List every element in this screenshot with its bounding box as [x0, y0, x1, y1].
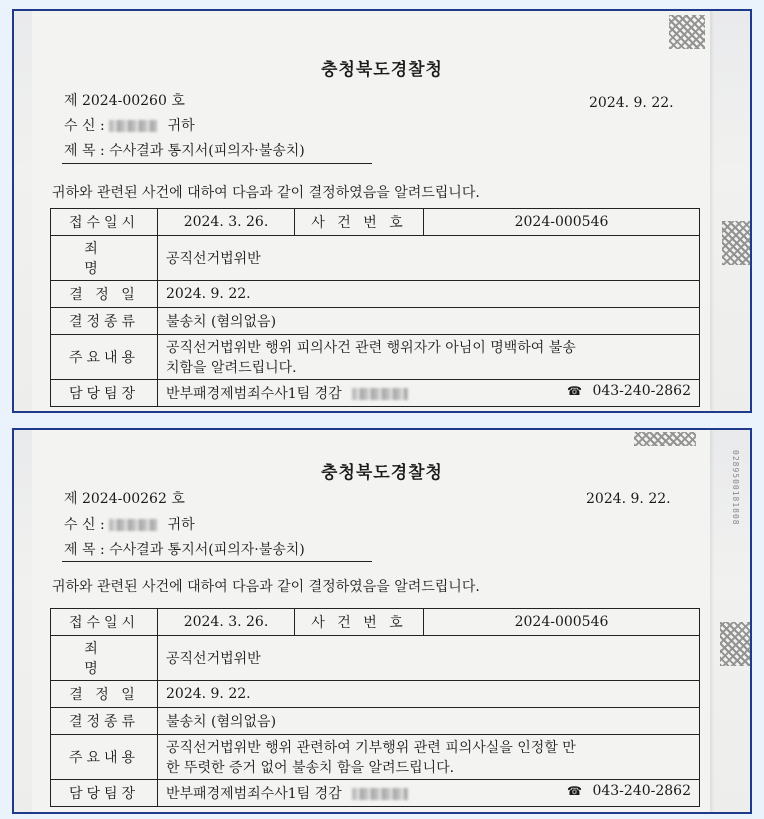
decision-date-value: 2024. 9. 22. [158, 681, 700, 708]
officer-cell [158, 380, 700, 407]
table-row [51, 308, 700, 335]
case-number-value: 2024-000546 [424, 609, 700, 636]
table-row [51, 281, 700, 308]
subject-underline [62, 163, 372, 164]
table-row [51, 209, 700, 236]
decision-date-label: 결 정 일 [51, 681, 158, 708]
result-table [50, 608, 700, 807]
phone-number: 043-240-2862 [592, 383, 691, 399]
redacted-officer-name [352, 388, 408, 400]
main-content-line: 공직선거법위반 행위 관련하여 기부행위 관련 피의사실을 인정할 만 [166, 740, 576, 756]
recipient-label: 수 신 : [64, 517, 105, 533]
officer-label: 담당팀장 [51, 780, 158, 807]
notice-document-2 [12, 428, 752, 814]
scan-noise [634, 432, 696, 446]
subject-label: 제 목 : [64, 143, 105, 159]
recipient-line [64, 115, 195, 135]
officer-team: 반부패경제범죄수사1팀 경감 [166, 786, 342, 802]
main-content-label: 주요내용 [51, 335, 158, 380]
table-row [51, 236, 700, 281]
officer-team: 반부패경제범죄수사1팀 경감 [166, 386, 342, 402]
charge-label: 죄 명 [51, 236, 158, 281]
phone-icon: ☎ [567, 784, 582, 798]
document-date: 2024. 9. 22. [586, 491, 671, 507]
decision-type-label: 결정종류 [51, 708, 158, 735]
recipient-suffix: 귀하 [167, 118, 195, 134]
phone-contact [567, 783, 691, 799]
decision-date-value: 2024. 9. 22. [158, 281, 700, 308]
subject-label: 제 목 : [64, 542, 105, 558]
receipt-date-value: 2024. 3. 26. [158, 209, 295, 236]
main-content-line: 한 뚜렷한 증거 없어 불송치 함을 알려드립니다. [166, 760, 455, 776]
main-content-line: 공직선거법위반 행위 피의사건 관련 행위자가 아님이 명백하여 불송 [166, 340, 576, 356]
intro-text: 귀하와 관련된 사건에 대하여 다음과 같이 결정하였음을 알려드립니다. [52, 579, 480, 595]
scan-noise [669, 15, 705, 49]
receipt-date-label: 접수일시 [51, 209, 158, 236]
recipient-line [64, 514, 195, 534]
officer-label: 담당팀장 [51, 380, 158, 407]
main-content-value [158, 335, 700, 380]
document-date: 2024. 9. 22. [589, 95, 674, 111]
recipient-label: 수 신 : [64, 118, 105, 134]
table-row [51, 609, 700, 636]
subject-line [64, 539, 305, 559]
officer-cell [158, 780, 700, 807]
table-row [51, 636, 700, 681]
result-table [50, 208, 700, 407]
scan-noise [722, 221, 750, 265]
intro-text: 귀하와 관련된 사건에 대하여 다음과 같이 결정하였음을 알려드립니다. [52, 185, 480, 201]
receipt-date-value: 2024. 3. 26. [158, 609, 295, 636]
agency-title: 충청북도경찰청 [321, 60, 443, 80]
charge-value: 공직선거법위반 [158, 636, 700, 681]
case-number-label: 사 건 번 호 [295, 609, 424, 636]
phone-icon: ☎ [567, 384, 582, 398]
decision-date-label: 결 정 일 [51, 281, 158, 308]
recipient-suffix: 귀하 [167, 517, 195, 533]
redacted-officer-name [352, 788, 408, 800]
subject-text: 수사결과 통지서(피의자·불송치) [109, 143, 305, 159]
receipt-date-label: 접수일시 [51, 609, 158, 636]
charge-label: 죄 명 [51, 636, 158, 681]
notice-document-1 [12, 9, 752, 413]
case-number-value: 2024-000546 [424, 209, 700, 236]
case-number-label: 사 건 번 호 [295, 209, 424, 236]
subject-text: 수사결과 통지서(피의자·불송치) [109, 542, 305, 558]
decision-type-value: 불송치 (혐의없음) [158, 708, 700, 735]
document-number: 제 2024-00260 호 [64, 93, 185, 109]
main-content-value [158, 735, 700, 780]
table-row [51, 335, 700, 380]
table-row [51, 380, 700, 407]
main-content-line: 치함을 알려드립니다. [166, 360, 297, 376]
side-print-marks: 0289500181808 [731, 450, 740, 526]
scan-noise [720, 622, 750, 666]
document-number: 제 2024-00262 호 [64, 491, 185, 507]
main-content-label: 주요내용 [51, 735, 158, 780]
table-row [51, 681, 700, 708]
decision-type-label: 결정종류 [51, 308, 158, 335]
table-row [51, 708, 700, 735]
phone-number: 043-240-2862 [592, 783, 691, 799]
charge-value: 공직선거법위반 [158, 236, 700, 281]
subject-underline [62, 561, 372, 562]
subject-line [64, 140, 305, 160]
redacted-recipient-name [109, 519, 157, 531]
agency-title: 충청북도경찰청 [321, 463, 443, 483]
table-row [51, 735, 700, 780]
phone-contact [567, 383, 691, 399]
redacted-recipient-name [109, 120, 157, 132]
table-row [51, 780, 700, 807]
decision-type-value: 불송치 (혐의없음) [158, 308, 700, 335]
